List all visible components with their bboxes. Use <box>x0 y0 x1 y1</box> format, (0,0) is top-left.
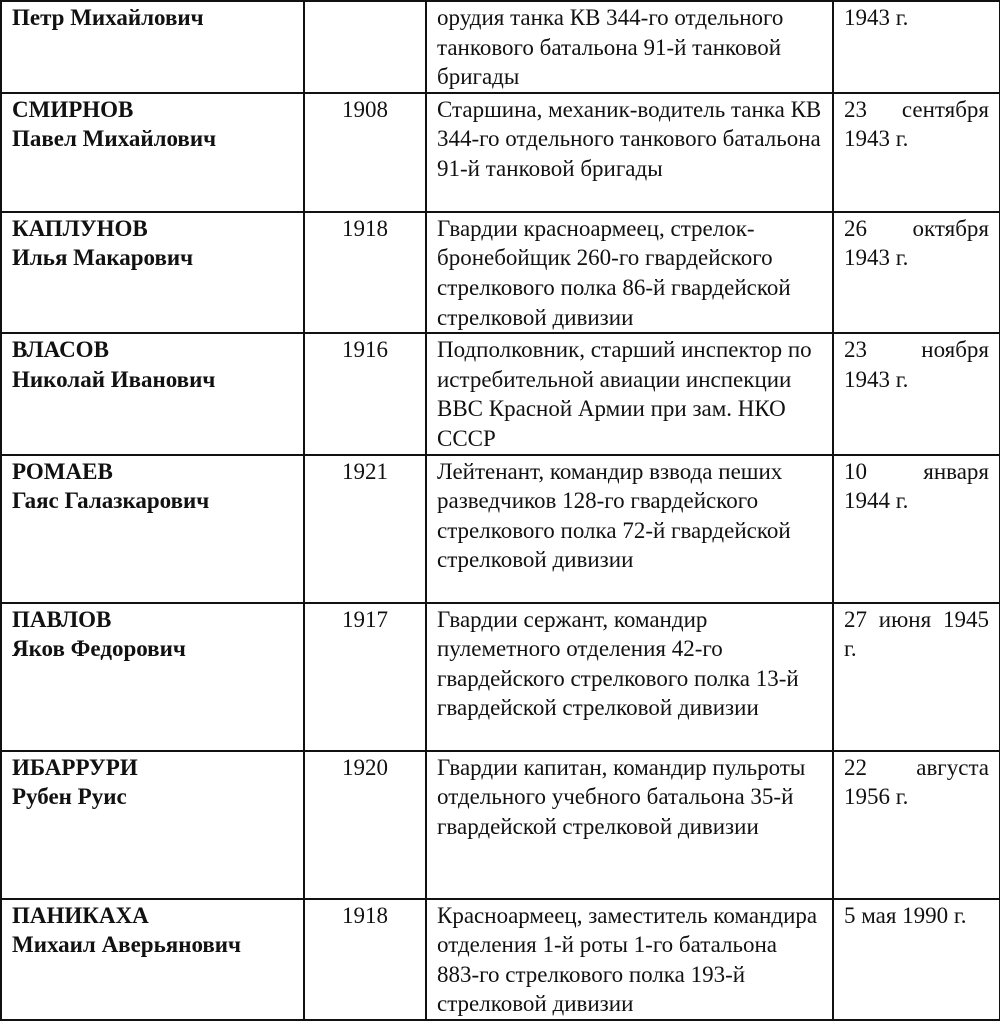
birth-year: 1916 <box>304 333 426 454</box>
birth-year: 1921 <box>304 455 426 603</box>
given-name: Павел Михайлович <box>12 126 217 152</box>
award-date-cell <box>833 212 1000 333</box>
birth-year: 1917 <box>304 603 426 751</box>
table-row <box>1 93 1000 212</box>
name-cell <box>1 93 304 212</box>
award-date: 22 августа 1956 г. <box>844 754 989 810</box>
rank-description-cell <box>426 603 833 751</box>
rank-description: орудия танка КВ 344-го отдельного танкового батальона 91-й танковой бригады <box>437 5 784 90</box>
table-row <box>1 603 1000 751</box>
birth-year: 1908 <box>304 93 426 212</box>
surname: КАПЛУНОВ <box>12 215 148 241</box>
birth-year: 1918 <box>304 212 426 333</box>
surname: ИБАРРУРИ <box>12 754 138 780</box>
award-date: 5 мая 1990 г. <box>844 902 967 928</box>
award-date: 26 октября 1943 г. <box>844 215 989 271</box>
name-cell <box>1 751 304 899</box>
rank-description: Гвардии сержант, командир пулеметного отделения 42-го гвардейского стрелкового полка 13-й гвардейской стрелковой дивизии <box>437 606 799 721</box>
given-name: Рубен Руис <box>12 784 127 810</box>
rank-description-cell <box>426 333 833 454</box>
name-cell <box>1 899 304 1020</box>
rank-description-cell <box>426 455 833 603</box>
surname: СМИРНОВ <box>12 96 134 122</box>
surname: ПАНИКАХА <box>12 902 149 928</box>
award-date-cell <box>833 751 1000 899</box>
surname: РОМАЕВ <box>12 458 113 484</box>
table-row <box>1 899 1000 1020</box>
given-name: Николай Иванович <box>12 366 216 392</box>
birth-year: 1918 <box>304 899 426 1020</box>
award-date: 1943 г. <box>844 5 909 30</box>
rank-description-cell <box>426 899 833 1020</box>
birth-year: 1920 <box>304 751 426 899</box>
award-date: 23 ноября 1943 г. <box>844 337 989 392</box>
award-date: 27 июня 1945 г. <box>844 606 989 662</box>
table-row <box>1 212 1000 333</box>
award-date-cell <box>833 603 1000 751</box>
name-cell <box>1 333 304 454</box>
table-row <box>1 1 1000 93</box>
award-date: 23 сентября 1943 г. <box>844 96 989 152</box>
rank-description: Подполковник, старший инспектор по истребительной авиации инспекции ВВС Красной Армии при зам. НКО СССР <box>437 337 812 451</box>
surname: ВЛАСОВ <box>12 337 109 363</box>
name-cell <box>1 455 304 603</box>
surname: ПАВЛОВ <box>12 606 112 632</box>
rank-description-cell <box>426 1 833 93</box>
given-name: Яков Федорович <box>12 636 186 662</box>
rank-description: Лейтенант, командир взвода пеших разведчиков 128-го гвардейского стрелкового полка 72-й гвардейской стрелковой дивизии <box>437 458 791 573</box>
name-cell <box>1 212 304 333</box>
rank-description: Гвардии красноармеец, стрелок-бронебойщик 260-го гвардейского стрелкового полка 86-й гвардейской стрелковой дивизии <box>437 215 791 330</box>
award-date: 10 января 1944 г. <box>844 458 989 514</box>
name-cell <box>1 1 304 93</box>
given-name: Илья Макарович <box>12 245 194 271</box>
rank-description: Красноармеец, заместитель командира отделения 1-й роты 1-го батальона 883-го стрелкового полка 193-й стрелковой дивизии <box>437 902 818 1017</box>
given-name: Михаил Аверьянович <box>12 932 242 958</box>
given-name: Петр Михайлович <box>12 5 204 30</box>
award-date-cell <box>833 333 1000 454</box>
rank-description: Гвардии капитан, командир пульроты отдельного учебного батальона 35-й гвардейской стрелковой дивизии <box>437 754 806 839</box>
table-row <box>1 751 1000 899</box>
rank-description: Старшина, механик-водитель танка КВ 344-го отдельного танкового батальона 91-й танковой бригады <box>437 96 822 181</box>
name-cell <box>1 603 304 751</box>
table-row <box>1 455 1000 603</box>
rank-description-cell <box>426 212 833 333</box>
award-date-cell <box>833 1 1000 93</box>
given-name: Гаяс Галазкарович <box>12 488 210 514</box>
rank-description-cell <box>426 93 833 212</box>
table-row <box>1 333 1000 454</box>
award-date-cell <box>833 93 1000 212</box>
award-date-cell <box>833 455 1000 603</box>
award-date-cell <box>833 899 1000 1020</box>
rank-description-cell <box>426 751 833 899</box>
birth-year <box>304 1 426 93</box>
